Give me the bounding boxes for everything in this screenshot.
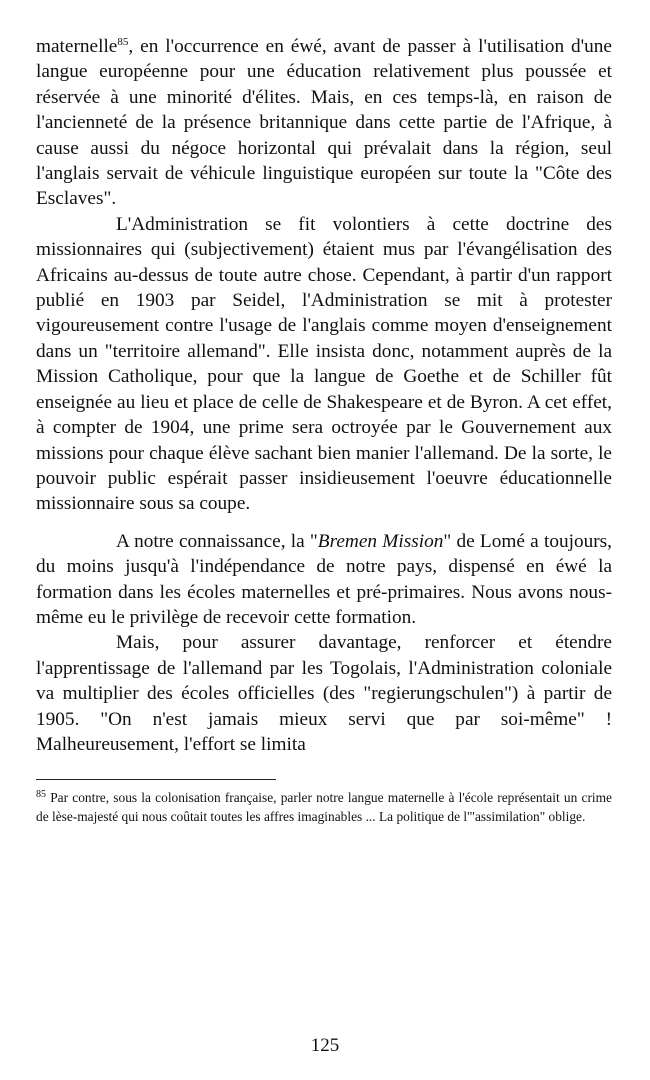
footnote-divider <box>36 779 276 780</box>
page-number: 125 <box>310 1035 340 1056</box>
page-body <box>36 34 612 826</box>
footnote-85 <box>36 788 612 826</box>
bremen-mission-italic: Bremen Mission <box>317 530 444 552</box>
p1-text-start: maternelle <box>36 36 118 57</box>
footnote-ref-85: 85 <box>117 36 129 48</box>
paragraph-3 <box>36 529 612 631</box>
p1-text-rest: , en l'occurrence en éwé, avant de passer à l'utilisation d'une langue européenne pour une éducation relativement plus poussée et réservée à une minorité d'élites. Mais, en ces temps-là, en raison de l'ancienneté de la présence britannique dans cette partie de l'Afrique, à cause aussi du négoce horizontal qui prévalait dans la région, seul l'anglais servait de véhicule linguistique européen sur toute la "Côte des Esclaves". <box>36 36 612 210</box>
footnote-marker: 85 <box>36 789 46 801</box>
footnote-text: Par contre, sous la colonisation française, parler notre langue maternelle à l'école représentait un crime de lèse-majesté qui nous coûtait toutes les affres imaginables ... La politique de l'"assimilation" oblige. <box>36 790 612 825</box>
paragraph-4: Mais, pour assurer davantage, renforcer et étendre l'apprentissage de l'allemand par les Togolais, l'Administration coloniale va multiplier des écoles officielles (des "regierungschulen") à partir de 1905. "On n'est jamais mieux servi que par soi-même" ! Malheureusement, l'effort se limita <box>36 632 612 755</box>
p3-text-rest: " de Lomé a toujours, du moins jusqu'à l'indépendance de notre pays, dispensé en éwé la formation dans les écoles maternelles et pré-primaires. Nous avons nous-même eu le privilège de recevoir cette formation. <box>36 530 612 628</box>
p3-text-start: A notre connaissance, la " <box>116 530 318 552</box>
paragraph-2: L'Administration se fit volontiers à cette doctrine des missionnaires qui (subjectivement) étaient mus par l'évangélisation des Africains au-dessus de toute autre chose. Cependant, à partir d'un rapport publié en 1903 par Seidel, l'Administration se mit à protester vigoureusement contre l'usage de l'anglais comme moyen d'enseignement dans un "territoire allemand". Elle insista donc, notamment auprès de la Mission Catholique, pour que la langue de Goethe et de Schiller fût enseignée au lieu et place de celle de Shakespeare et de Byron. A cet effet, à compter de 1904, une prime sera octroyée par le Gouvernement aux missions pour chaque élève sachant bien manier l'allemand. De la sorte, le pouvoir public espérait passer insidieusement l'oeuvre éducationnelle missionnaire sous sa coupe. <box>36 213 612 515</box>
paragraph-1 <box>36 34 612 212</box>
